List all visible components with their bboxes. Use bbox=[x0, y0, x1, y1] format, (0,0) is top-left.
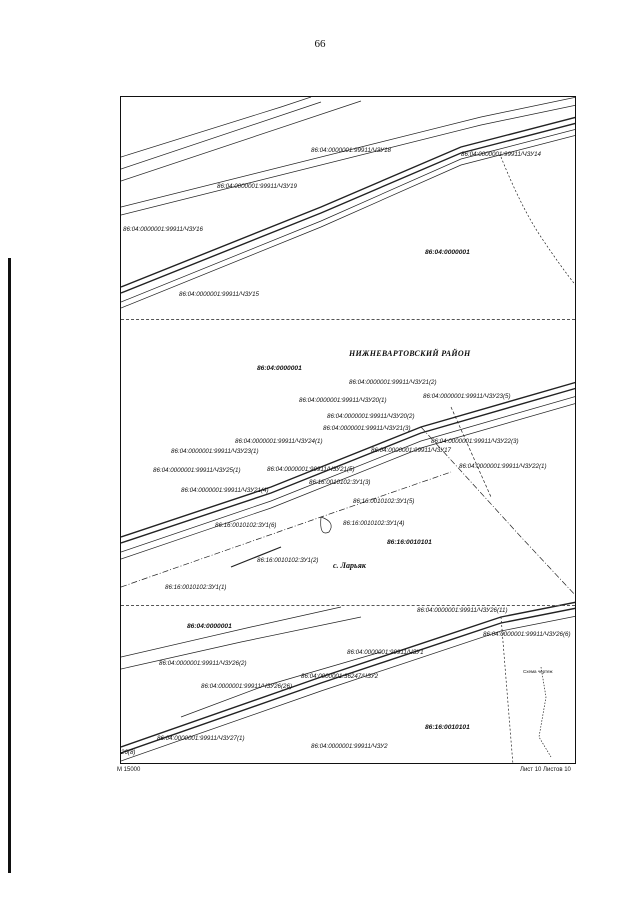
parcel-label: 86:04:0000001:99911/ЧЗУ20(1) bbox=[299, 397, 387, 404]
parcel-label: 86:04:0000001:99911/ЧЗУ27(1) bbox=[157, 735, 245, 742]
parcel-label: 86:04:0000001:99911/ЧЗУ15 bbox=[179, 291, 259, 298]
panel-divider bbox=[121, 605, 575, 606]
parcel-label: 86:04:0000001:99911/ЧЗУ21(4) bbox=[181, 487, 269, 494]
parcel-label: 86:04:0000001:36247/ЧЗУ2 bbox=[301, 673, 379, 680]
parcel-label: 86:16:0010102:ЗУ1(3) bbox=[309, 479, 371, 486]
legend-note: Схема чертеж bbox=[523, 669, 553, 674]
binding-edge-mark bbox=[8, 258, 11, 873]
parcel-label: 86:04:0000001:99911/ЧЗУ1 bbox=[347, 649, 424, 656]
parcel-label: 86:04:0000001:99911/ЧЗУ14 bbox=[461, 151, 541, 158]
quarter-label: 86:04:0000001 bbox=[425, 249, 470, 256]
parcel-label: 86:04:0000001:99911/ЧЗУ23(1) bbox=[171, 448, 259, 455]
parcel-label: 86:16:0010102:ЗУ1(2) bbox=[257, 557, 319, 564]
parcel-label: 86:04:0000001:99911/ЧЗУ21(3) bbox=[323, 425, 411, 432]
parcel-label: 86:04:0000001:99911/ЧЗУ26(26) bbox=[201, 683, 293, 690]
parcel-label: 86:04:0000001:99911/ЧЗУ22(3) bbox=[431, 438, 519, 445]
parcel-label: 86:04:0000001:99911/ЧЗУ18 bbox=[311, 147, 391, 154]
page-number: 66 bbox=[314, 38, 326, 50]
settlement-label: с. Ларьяк bbox=[333, 561, 366, 570]
parcel-label: 86:04:0000001:99911/ЧЗУ24(1) bbox=[235, 438, 323, 445]
map-scale: М 15000 bbox=[117, 767, 141, 773]
parcel-label: 86:04:0000001:99911/ЧЗУ23(5) bbox=[423, 393, 511, 400]
sheet-number: Лист 10 Листов 10 bbox=[520, 767, 571, 773]
region-label: НИЖНЕВАРТОВСКИЙ РАЙОН bbox=[349, 349, 471, 358]
parcel-label: 86:04:0000001:99911/ЧЗУ21(5) bbox=[267, 466, 355, 473]
pipeline-corridor-line bbox=[121, 117, 576, 287]
quarter-label: 86:04:0000001 bbox=[187, 623, 232, 630]
parcel-label: 86:16:0010102:ЗУ1(4) bbox=[343, 520, 405, 527]
parcel-label: 86:04:0000001:99911/ЧЗУ16 bbox=[123, 226, 203, 233]
quarter-label: 86:16:0010101 bbox=[387, 539, 432, 546]
parcel-label: 86:04:0000001:99911/ЧЗУ20(2) bbox=[327, 413, 415, 420]
parcel-label: 86:04:0000001:99911/ЧЗУ19 bbox=[217, 183, 297, 190]
parcel-label: 86:04:0000001:99911/ЧЗУ26(11) bbox=[417, 607, 508, 614]
parcel-label: 86:04:0000001:99911/ЧЗУ22(1) bbox=[459, 463, 547, 470]
parcel-label: 86:04:0000001:99911/ЧЗУ17 bbox=[371, 447, 451, 454]
parcel-label: 86:16:0010102:ЗУ1(1) bbox=[165, 584, 227, 591]
parcel-label: 86:04:0000001:99911/ЧЗУ26(6) bbox=[483, 631, 571, 638]
parcel-label: 86:04:0000001:99911/ЧЗУ25(1) bbox=[153, 467, 241, 474]
parcel-label: 86:04:0000001:99911/ЧЗУ2 bbox=[311, 743, 388, 750]
panel-divider bbox=[121, 319, 575, 320]
parcel-label: 26(8) bbox=[121, 749, 136, 756]
quarter-label: 86:16:0010101 bbox=[425, 724, 470, 731]
parcel-label: 86:16:0010102:ЗУ1(6) bbox=[215, 522, 277, 529]
pipeline-corridor-line-2 bbox=[121, 382, 576, 537]
parcel-label: 86:04:0000001:99911/ЧЗУ21(2) bbox=[349, 379, 437, 386]
cadastral-map bbox=[120, 96, 576, 764]
settlement-boundary-line bbox=[121, 472, 451, 587]
parcel-label: 86:16:0010102:ЗУ1(5) bbox=[353, 498, 415, 505]
parcel-label: 86:04:0000001:99911/ЧЗУ26(2) bbox=[159, 660, 247, 667]
quarter-label: 86:04:0000001 bbox=[257, 365, 302, 372]
